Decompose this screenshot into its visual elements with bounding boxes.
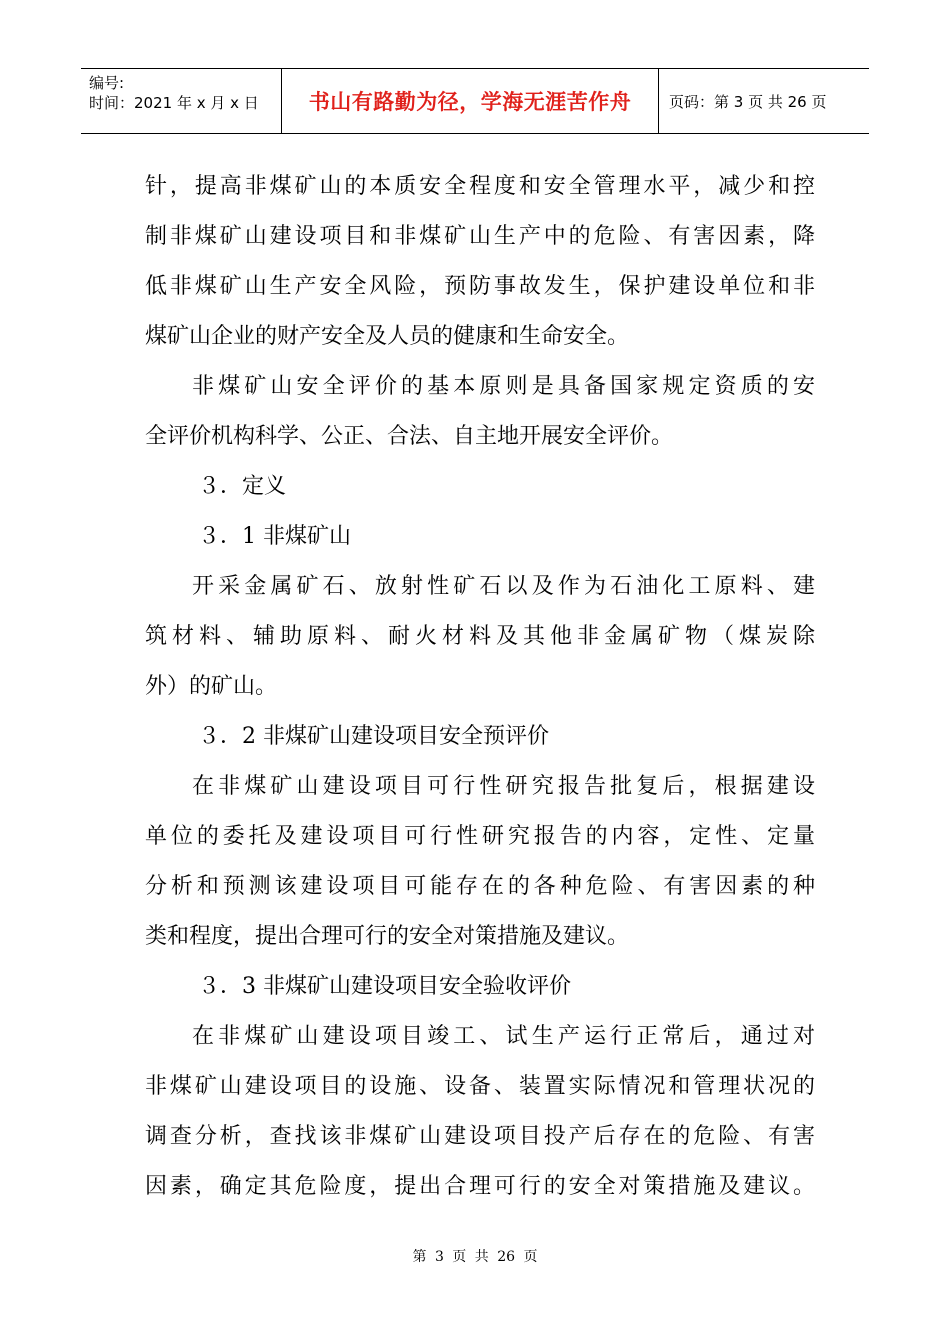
subsection-heading: ３．3 非煤矿山建设项目安全验收评价	[198, 974, 571, 999]
paragraph-line: 全评价机构科学、公正、合法、自主地开展安全评价。	[145, 424, 674, 449]
paragraph-line: 制非煤矿山建设项目和非煤矿山生产中的危险、有害因素，降	[145, 224, 815, 249]
subsection-heading: ３．1 非煤矿山	[198, 524, 351, 549]
subsection-heading: ３．2 非煤矿山建设项目安全预评价	[198, 724, 549, 749]
header-motto-cell	[282, 69, 659, 133]
paragraph-line: 在非煤矿山建设项目可行性研究报告批复后，根据建设	[192, 774, 815, 799]
page-header	[81, 68, 869, 134]
paragraph-line: 单位的委托及建设项目可行性研究报告的内容，定性、定量	[145, 824, 815, 849]
paragraph-line: 煤矿山企业的财产安全及人员的健康和生命安全。	[145, 324, 630, 349]
document-number-label: 编号:	[89, 74, 125, 92]
paragraph-line: 筑材料、辅助原料、耐火材料及其他非金属矿物（煤炭除	[145, 624, 815, 649]
paragraph-line: 调查分析，查找该非煤矿山建设项目投产后存在的危险、有害	[145, 1124, 815, 1149]
paragraph-line: 低非煤矿山生产安全风险，预防事故发生，保护建设单位和非	[145, 274, 815, 299]
paragraph-line: 分析和预测该建设项目可能存在的各种危险、有害因素的种	[145, 874, 815, 899]
header-meta	[81, 69, 282, 133]
paragraph-line: 外）的矿山。	[145, 674, 278, 699]
paragraph-line: 针，提高非煤矿山的本质安全程度和安全管理水平，减少和控	[145, 174, 815, 199]
paragraph-line: 因素，确定其危险度，提出合理可行的安全对策措施及建议。	[145, 1174, 815, 1199]
document-body	[145, 162, 815, 1212]
header-motto: 书山有路勤为径，学海无涯苦作舟	[308, 90, 632, 114]
paragraph-line: 非煤矿山安全评价的基本原则是具备国家规定资质的安	[192, 374, 815, 399]
page-footer: 第 3 页 共 26 页	[412, 1249, 538, 1265]
paragraph-line: 开采金属矿石、放射性矿石以及作为石油化工原料、建	[192, 574, 815, 599]
paragraph-line: 类和程度，提出合理可行的安全对策措施及建议。	[145, 924, 630, 949]
section-heading: ３．定义	[198, 474, 287, 499]
paragraph-line: 在非煤矿山建设项目竣工、试生产运行正常后，通过对	[192, 1024, 815, 1049]
paragraph-line: 非煤矿山建设项目的设施、设备、装置实际情况和管理状况的	[145, 1074, 815, 1099]
header-page-info: 页码：第 3 页 共 26 页	[669, 92, 827, 111]
document-date: 时间：2021 年 x 月 x 日	[89, 94, 259, 112]
